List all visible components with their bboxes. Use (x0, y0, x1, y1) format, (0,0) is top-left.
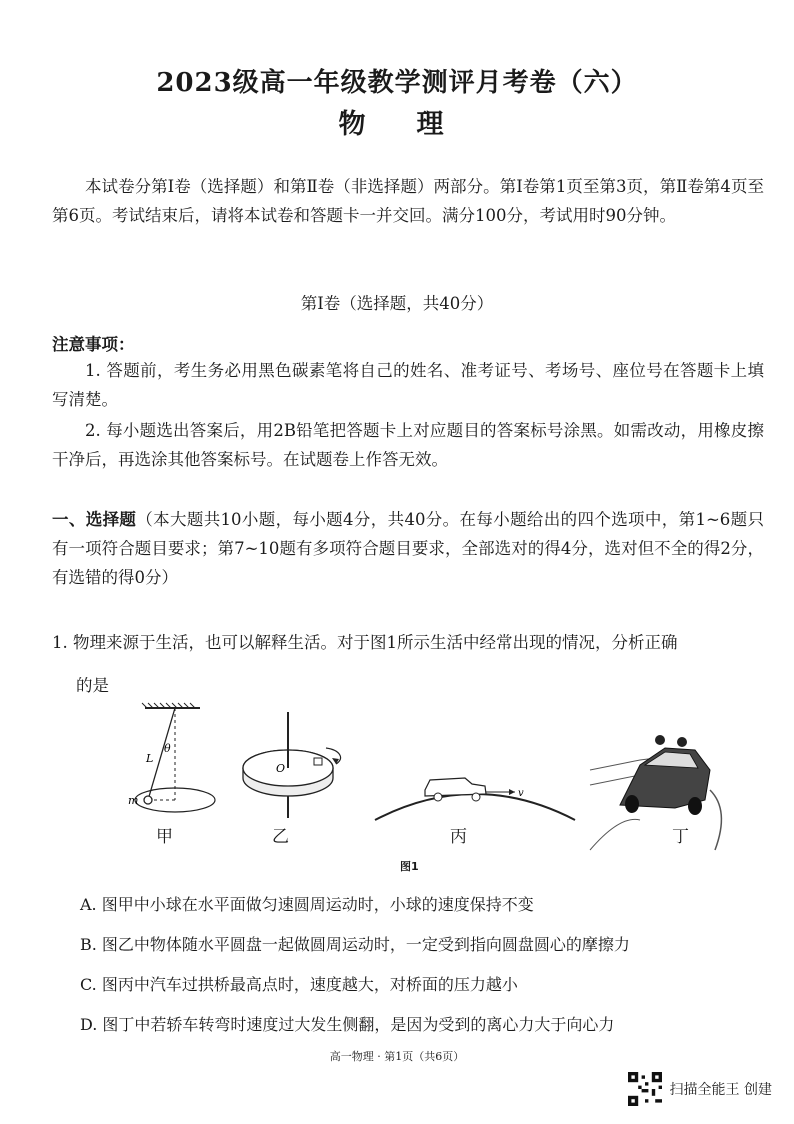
figure-label-jia: 甲 (156, 827, 173, 847)
arch-bridge-diagram (375, 778, 575, 820)
notice-item-1: 1. 答题前，考生务必用黑色碳素笔将自己的姓名、准考证号、考场号、座位号在答题卡上填写清楚。 (52, 361, 764, 409)
figure-caption: 图1 (400, 860, 419, 873)
center-label: O (276, 762, 286, 775)
question-section-intro (52, 505, 764, 592)
question-section-desc: （本大题共10小题，每小题4分，共40分。在每小题给出的四个选项中，第1~6题只有一项符合题目要求；第7~10题有多项符合题目要求，全部选对的得4分，选对但不全的得2分，有选错的得0分） (52, 510, 765, 587)
figure-1 (120, 700, 740, 875)
figure-label-yi: 乙 (272, 827, 289, 847)
question-1-stem-text: 1. 物理来源于生活，也可以解释生活。对于图1所示生活中经常出现的情况，分析正确 (52, 633, 678, 652)
option-b: B. 图乙中物体随水平圆盘一起做圆周运动时，一定受到指向圆盘圆心的摩擦力 (80, 935, 630, 954)
theta-label: θ (164, 742, 171, 755)
scanner-badge-text: 扫描全能王 创建 (669, 1082, 772, 1098)
pendulum-diagram (128, 703, 215, 812)
page-footer: 高一物理 · 第1页（共6页） (329, 1050, 465, 1063)
section-title: 第Ⅰ卷（选择题，共40分） (300, 294, 494, 313)
subject-title: 物 理 (338, 109, 456, 140)
question-1-stem-cont: 的是 (76, 676, 109, 695)
length-label: L (146, 752, 154, 765)
notice-heading: 注意事项： (52, 335, 135, 354)
option-d: D. 图丁中若轿车转弯时速度过大发生侧翻，是因为受到的离心力大于向心力 (80, 1015, 615, 1034)
figure-label-bing: 丙 (450, 827, 467, 847)
qr-code-icon (628, 1072, 662, 1106)
option-c: C. 图丙中汽车过拱桥最高点时，速度越大，对桥面的压力越小 (80, 975, 518, 994)
figure-label-ding: 丁 (672, 827, 689, 847)
option-a: A. 图甲中小球在水平面做匀速圆周运动时，小球的速度保持不变 (80, 895, 534, 914)
rotating-disc-diagram (243, 712, 341, 818)
exam-title: 2023级高一年级教学测评月考卷（六） (156, 68, 638, 98)
scanner-watermark (628, 1072, 772, 1106)
velocity-label: v (518, 788, 524, 799)
car-turning-diagram (590, 735, 721, 850)
question-1-stem (52, 628, 764, 700)
mass-label: m (128, 794, 139, 807)
notice-item-2: 2. 每小题选出答案后，用2B铅笔把答题卡上对应题目的答案标号涂黑。如需改动，用橡皮擦干净后，再选涂其他答案标号。在试题卷上作答无效。 (52, 421, 764, 469)
question-section-head: 一、选择题 (52, 510, 137, 529)
intro-paragraph: 本试卷分第Ⅰ卷（选择题）和第Ⅱ卷（非选择题）两部分。第Ⅰ卷第1页至第3页，第Ⅱ卷第4页至第6页。考试结束后，请将本试卷和答题卡一并交回。满分100分，考试用时90分钟。 (52, 177, 764, 225)
